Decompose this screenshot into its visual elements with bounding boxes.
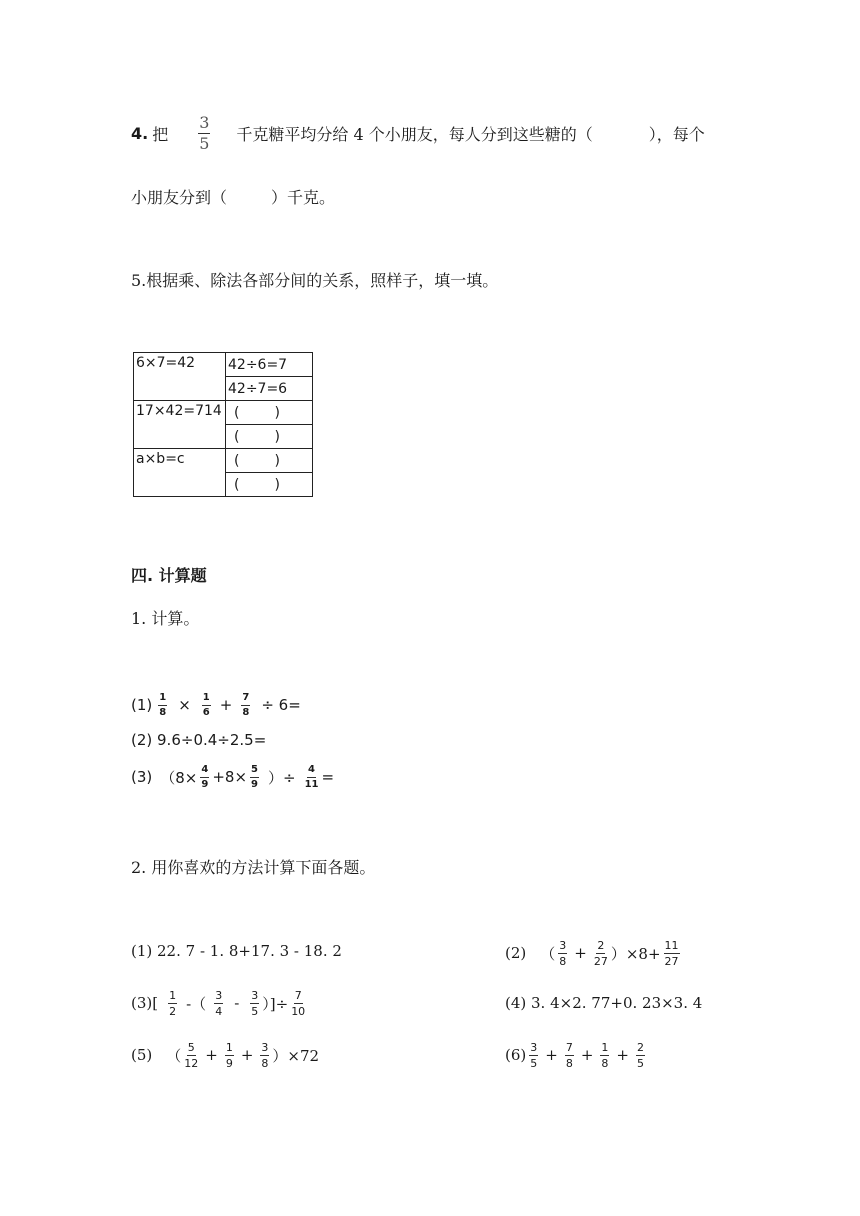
calc-2-problem-5 bbox=[131, 1037, 319, 1073]
question-number: 4. bbox=[131, 123, 149, 143]
fraction: $\frac{3}{5}$ bbox=[199, 112, 210, 153]
fraction: $\frac{3}{5}$ bbox=[251, 988, 259, 1018]
calc-2-problem-2 bbox=[505, 936, 683, 970]
table-row bbox=[134, 353, 313, 377]
calc-1-title: 1. 计算。 bbox=[131, 609, 200, 628]
calc-1-problem-3 bbox=[131, 760, 334, 794]
expression-text: + bbox=[580, 1046, 594, 1064]
answer-cell[interactable]: ( ) bbox=[226, 425, 313, 449]
table-cell: 6×7=42 bbox=[134, 353, 226, 401]
expression-text: ）×8+ bbox=[610, 944, 661, 963]
question-4-line-2 bbox=[131, 185, 335, 208]
fraction: $\frac{3}{8}$ bbox=[559, 938, 567, 968]
fraction: $\frac{2}{27}$ bbox=[593, 938, 608, 968]
expression-text: （ bbox=[540, 944, 556, 963]
table-cell: a×b=c bbox=[134, 449, 226, 497]
fraction: $\frac{7}{10}$ bbox=[291, 988, 306, 1018]
expression-text: = bbox=[321, 768, 335, 786]
fraction: $\frac{2}{5}$ bbox=[636, 1040, 644, 1070]
expression-text: -（ bbox=[186, 994, 207, 1013]
answer-cell[interactable]: ( ) bbox=[226, 401, 313, 425]
calc-2-problem-6 bbox=[505, 1037, 648, 1073]
table-cell: 42÷7=6 bbox=[226, 377, 313, 401]
expression-text: - bbox=[234, 994, 240, 1012]
expression-text: ÷ 6= bbox=[261, 696, 301, 714]
table-cell: 42÷6=7 bbox=[226, 353, 313, 377]
operator: + bbox=[219, 696, 233, 714]
section-title: 四. 计算题 bbox=[131, 566, 207, 585]
fraction: $\frac{5}{9}$ bbox=[251, 763, 258, 790]
expression-text: ）]÷ bbox=[262, 994, 289, 1013]
question-4-line-1 bbox=[131, 112, 705, 153]
expression-text: +8× bbox=[212, 768, 248, 786]
fraction: $\frac{4}{11}$ bbox=[304, 763, 319, 790]
problem-label: (3) bbox=[131, 768, 153, 786]
answer-cell[interactable]: ( ) bbox=[226, 449, 313, 473]
operator: × bbox=[178, 696, 191, 714]
expression-text: （8× bbox=[160, 768, 198, 787]
question-text: 小朋友分到（ bbox=[131, 188, 228, 207]
fraction: $\frac{4}{9}$ bbox=[201, 763, 209, 790]
calc-2-title: 2. 用你喜欢的方法计算下面各题。 bbox=[131, 858, 376, 877]
fraction: $\frac{1}{8}$ bbox=[159, 691, 167, 718]
expression-text: + bbox=[240, 1046, 254, 1064]
fraction: $\frac{7}{8}$ bbox=[242, 691, 250, 718]
fraction: $\frac{11}{27}$ bbox=[664, 938, 679, 968]
question-text: ），每个 bbox=[648, 124, 705, 144]
problem-label: (5) bbox=[131, 1046, 153, 1064]
expression-text: + bbox=[574, 944, 587, 962]
fraction: $\frac{3}{8}$ bbox=[261, 1040, 269, 1070]
fraction: $\frac{3}{4}$ bbox=[215, 988, 223, 1018]
table-row bbox=[134, 449, 313, 473]
question-5-title: 5.根据乘、除法各部分间的关系，照样子，填一填。 bbox=[131, 271, 499, 290]
fraction: $\frac{1}{9}$ bbox=[225, 1040, 233, 1070]
calc-2-problem-1: (1) 22. 7 - 1. 8+17. 3 - 18. 2 bbox=[131, 942, 342, 960]
fraction: $\frac{7}{8}$ bbox=[565, 1040, 573, 1070]
fraction: $\frac{5}{12}$ bbox=[184, 1040, 199, 1070]
expression-text: （ bbox=[166, 1046, 182, 1065]
fraction: $\frac{1}{8}$ bbox=[601, 1040, 609, 1070]
table-row bbox=[134, 401, 313, 425]
question-text: 千克糖平均分给 4 个小朋友，每人分到这些糖的（ bbox=[236, 124, 593, 144]
expression-text: ）×72 bbox=[272, 1046, 320, 1065]
calc-1-problem-2: (2) 9.6÷0.4÷2.5= bbox=[131, 731, 267, 749]
expression-text: + bbox=[616, 1046, 629, 1064]
calc-1-problem-1 bbox=[131, 690, 301, 720]
fraction: $\frac{1}{6}$ bbox=[202, 691, 210, 718]
relation-table bbox=[133, 352, 313, 497]
question-text: 把 bbox=[152, 124, 169, 144]
table-cell: 17×42=714 bbox=[134, 401, 226, 449]
calc-2-problem-3 bbox=[131, 985, 308, 1021]
problem-label: (3)[ bbox=[131, 994, 159, 1012]
fraction: $\frac{3}{5}$ bbox=[530, 1040, 538, 1070]
question-text: ）千克。 bbox=[271, 188, 336, 207]
problem-label: (1) bbox=[131, 696, 153, 714]
expression-text: + bbox=[545, 1046, 558, 1064]
calc-2-problem-4: (4) 3. 4×2. 77+0. 23×3. 4 bbox=[505, 994, 703, 1012]
answer-cell[interactable]: ( ) bbox=[226, 473, 313, 497]
expression-text: + bbox=[205, 1046, 218, 1064]
expression-text: ）÷ bbox=[268, 768, 296, 787]
problem-label: (2) bbox=[505, 944, 527, 962]
fraction: $\frac{1}{2}$ bbox=[169, 988, 177, 1018]
problem-label: (6) bbox=[505, 1046, 527, 1064]
